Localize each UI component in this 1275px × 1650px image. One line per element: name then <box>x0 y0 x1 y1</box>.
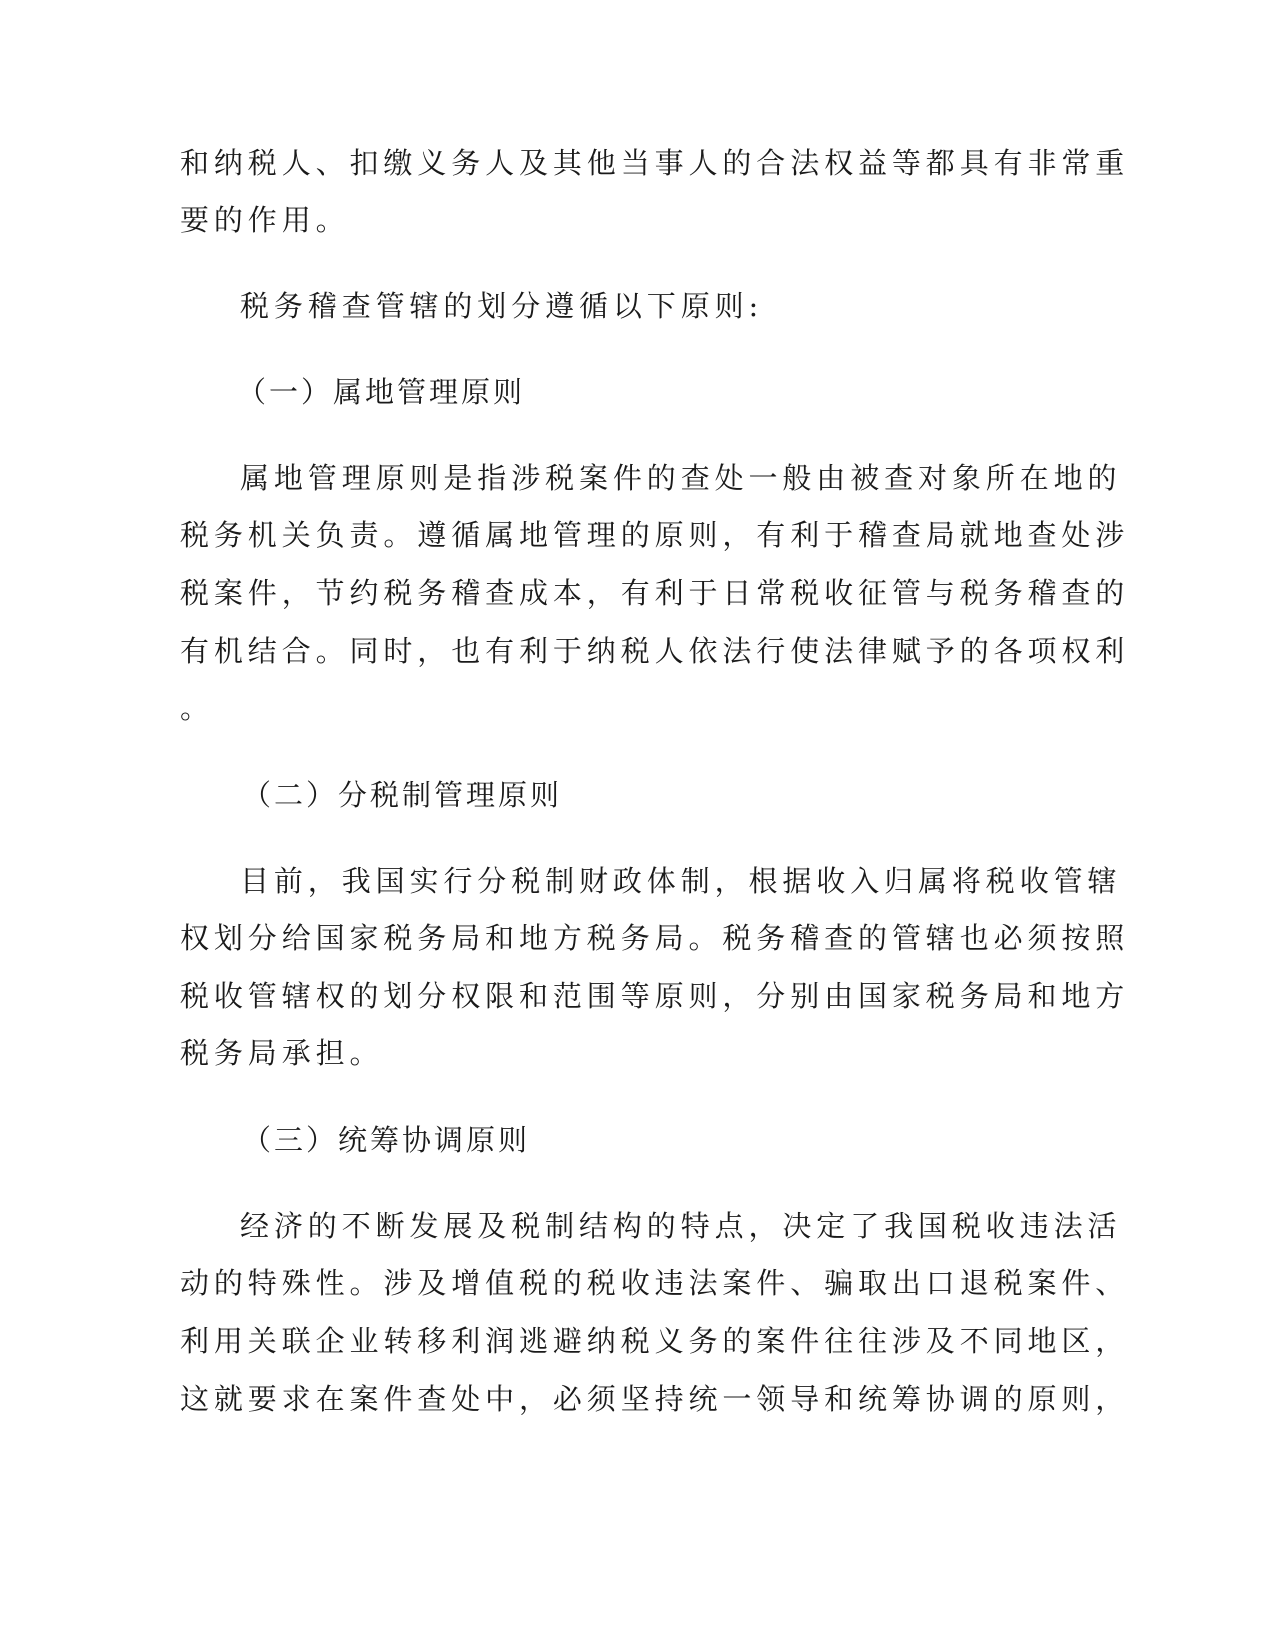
paragraph-line: 有机结合。同时，也有利于纳税人依法行使法律赋予的各项权利 <box>180 634 1130 668</box>
paragraph-line: 经济的不断发展及税制结构的特点，决定了我国税收违法活 <box>240 1209 1122 1243</box>
paragraph-line: 税务稽查管辖的划分遵循以下原则: <box>240 289 764 323</box>
paragraph-line: 这就要求在案件查处中，必须坚持统一领导和统筹协调的原则， <box>180 1382 1130 1416</box>
paragraph-line: 。 <box>180 691 214 725</box>
paragraph-line: 和纳税人、扣缴义务人及其他当事人的合法权益等都具有非常重 <box>180 146 1130 180</box>
paragraph-line: 目前，我国实行分税制财政体制，根据收入归属将税收管辖 <box>240 864 1122 898</box>
paragraph-line: 动的特殊性。涉及增值税的税收违法案件、骗取出口退税案件、 <box>180 1266 1130 1300</box>
paragraph-line: 属地管理原则是指涉税案件的查处一般由被查对象所在地的 <box>240 461 1122 495</box>
section-heading: （一）属地管理原则 <box>237 375 526 409</box>
section-heading: （三）统筹协调原则 <box>242 1123 531 1157</box>
paragraph-line: 税务局承担。 <box>180 1036 384 1070</box>
paragraph-line: 税务机关负责。遵循属地管理的原则，有利于稽查局就地查处涉 <box>180 518 1130 552</box>
paragraph-line: 税案件，节约税务稽查成本，有利于日常税收征管与税务稽查的 <box>180 576 1130 610</box>
section-heading: （二）分税制管理原则 <box>242 778 563 812</box>
paragraph-line: 利用关联企业转移利润逃避纳税义务的案件往往涉及不同地区， <box>180 1324 1130 1358</box>
paragraph-line: 权划分给国家税务局和地方税务局。税务稽查的管辖也必须按照 <box>180 921 1130 955</box>
paragraph-line: 税收管辖权的划分权限和范围等原则，分别由国家税务局和地方 <box>180 979 1130 1013</box>
paragraph-line: 要的作用。 <box>180 203 350 237</box>
